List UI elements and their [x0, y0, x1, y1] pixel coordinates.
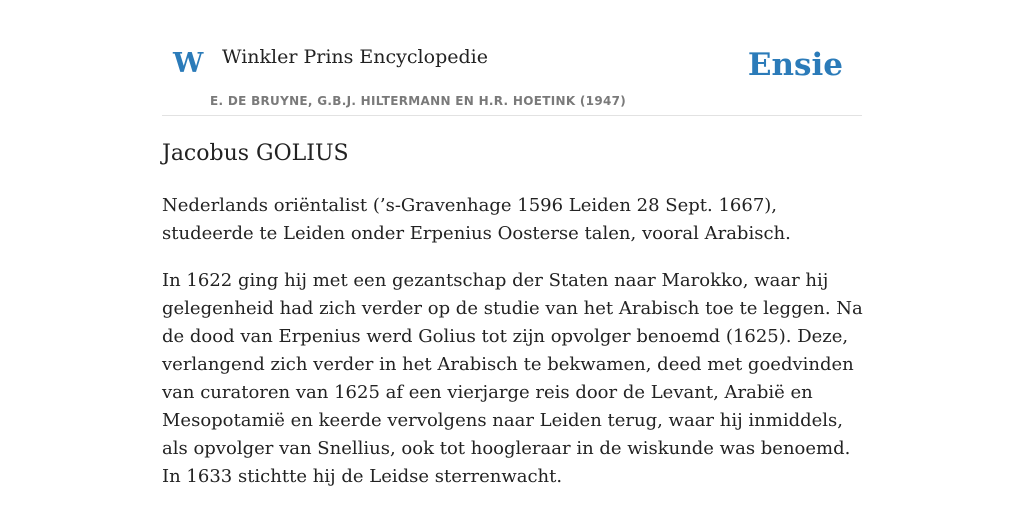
article-title: Jacobus GOLIUS — [162, 141, 349, 166]
article-body — [162, 192, 864, 510]
source-authors: E. DE BRUYNE, G.B.J. HILTERMANN EN H.R. HOETINK (1947) — [210, 94, 627, 108]
ensie-logo[interactable]: Ensie — [747, 47, 843, 83]
source-title[interactable]: Winkler Prins Encyclopedie — [222, 46, 488, 68]
source-header — [162, 0, 862, 116]
article-paragraph: Nederlands oriëntalist (’s-Gravenhage 1596 Leiden 28 Sept. 1667), studeerde te Leiden onder Erpenius Oosterse talen, vooral Arabisch. — [162, 195, 791, 244]
winkler-prins-logo[interactable]: W — [173, 48, 204, 79]
article-paragraph: In 1622 ging hij met een gezantschap der Staten naar Marokko, waar hij gelegenheid had zich verder op de studie van het Arabisch toe te leggen. Na de dood van Erpenius werd Golius tot zijn opvolger benoemd (1625). Deze, verlangend zich verder in het Arabisch te bekwamen, deed met goedvinden van curatoren van 1625 af een vierjarge reis door de Levant, Arabië en Mesopotamië en keerde vervolgens naar Leiden terug, waar hij inmiddels, als opvolger van Snellius, ook tot hoogleraar in de wiskunde was benoemd. In 1633 stichtte hij de Leidse sterrenwacht. — [162, 270, 863, 487]
